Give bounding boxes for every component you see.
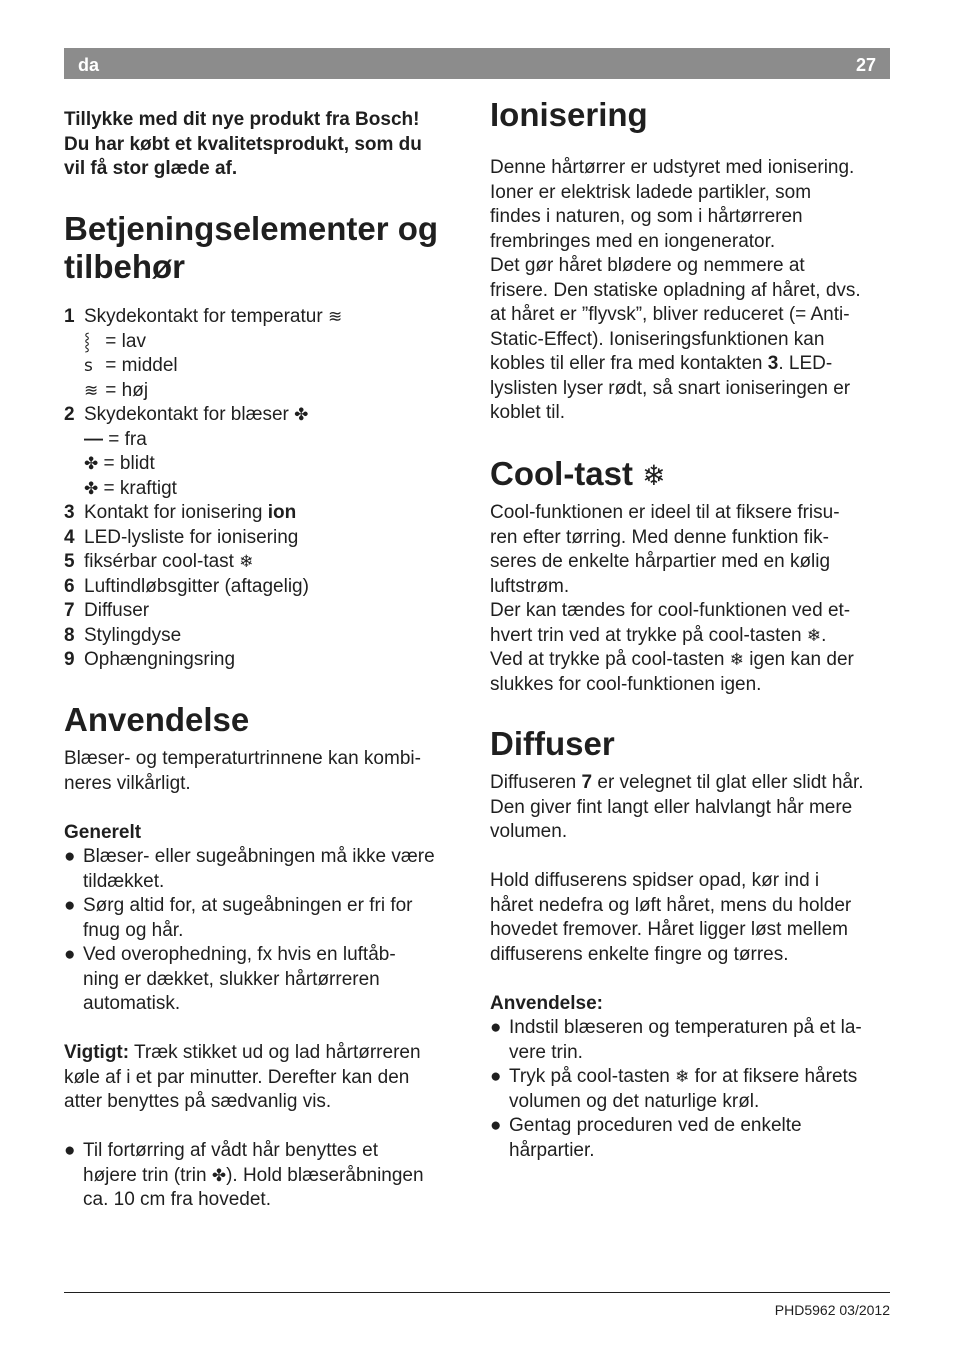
list-item: ꜱ = middel bbox=[64, 354, 484, 379]
list-item: ≋ = høj bbox=[64, 379, 484, 404]
list-item: ● Indstil blæseren og temperaturen på et la- vere trin. bbox=[490, 1017, 862, 1063]
diffuser-heading: Diffuser bbox=[490, 725, 615, 762]
list-item: 2 Skydekontakt for blæser ✤ bbox=[64, 403, 484, 428]
heat-wave-icon: ⸾ bbox=[84, 331, 91, 351]
important-note: Vigtigt: Træk stikket ud og lad hårtørreren køle af i et par minutter. Derefter kan den atter benyttes på sædvanlig vis. bbox=[64, 1042, 421, 1112]
list-item: ● Sørg altid for, at sugeåbningen er fri for fnug og hår. bbox=[64, 895, 413, 941]
list-item: 7 Diffuser bbox=[64, 600, 150, 621]
list-item: ✤ = blidt bbox=[64, 452, 484, 477]
list-item: ● Tryk på cool-tasten ❄ for at fiksere hårets volumen og det naturlige krøl. bbox=[490, 1066, 858, 1112]
usage-subheading: Anvendelse: bbox=[490, 992, 603, 1014]
list-item: ● Blæser- eller sugeåbningen må ikke være tildækket. bbox=[64, 846, 435, 892]
list-item: ● Til fortørring af vådt hår benyttes et højere trin (trin ✤). Hold blæseråbningen ca. 10 cm fra hovedet. bbox=[64, 1140, 424, 1210]
controls-list bbox=[64, 305, 484, 673]
heat-wave-icon: ≋ bbox=[84, 380, 99, 400]
ionisering-text: Denne hårtørrer er udstyret med ionisering. Ioner er elektrisk ladede partikler, som findes i naturen, og som i hårtørreren frembringes med en iongenerator. Det gør håret blødere og nemmere at frisere. Den statiske opladning af håret, dvs. at håret er ”flyvsk”, bliver reduceret (= Anti- Static-Effect). Ioniseringsfunktionen kan kobles til eller fra med kontakten 3. LED- lyslisten lyser rødt, så snart ioniseringen er koblet til. bbox=[490, 157, 861, 423]
footer-divider bbox=[64, 1292, 890, 1293]
fan-icon: ✤ bbox=[84, 478, 99, 498]
intro-text: Tillykke med dit nye produkt fra Bosch! Du har købt et kvalitetsprodukt, som du vil få stor glæde af. bbox=[64, 109, 422, 179]
general-subheading: Generelt bbox=[64, 821, 142, 843]
cooltast-text: Cool-funktionen er ideel til at fiksere frisu- ren efter tørring. Med denne funktion fik- seres de enkelte hårpartier med en kølig luftstrøm. Der kan tændes for cool-funktionen ved et- hvert trin ved at trykke på cool-tasten ❄. Ved at trykke på cool-tasten ❄ igen kan der slukkes for cool-funktionen igen. bbox=[490, 502, 854, 695]
snowflake-icon: ❄ bbox=[806, 625, 822, 645]
heat-wave-icon: ꜱ bbox=[84, 356, 93, 375]
list-item: 8 Stylingdyse bbox=[64, 624, 182, 646]
snowflake-icon: ❄ bbox=[729, 650, 744, 669]
list-item: 4 LED-lysliste for ionisering bbox=[64, 526, 299, 548]
list-item: 6 Luftindløbsgitter (aftagelig) bbox=[64, 575, 309, 597]
diffuser-text: Diffuseren 7 er velegnet til glat eller slidt hår. Den giver fint langt eller halvlangt hår mere volumen. Hold diffuserens spidser opad, kør ind i håret nedefra og løft håret, mens du holder hovedet fremover. Håret ligger løst mellem diffuserens enkelte fingre og tørres. Anvendelse: ● Indstil blæseren og temperaturen på et la- vere trin. ● Tryk på cool-tasten ❄ for at fiksere hårets volumen og det naturlige krøl. ● Gentag proceduren ved de enkelte hårpartier. bbox=[490, 771, 900, 1163]
heat-wave-icon: ≋ bbox=[327, 307, 343, 326]
usage-section: Blæser- og temperaturtrinnene kan kombi- neres vilkårligt. Generelt ● Blæser- eller sugeåbningen må ikke være tildækket. ● Sørg altid for, at sugeåbningen er fri for fnug og hår. ● Ved overophedning, fx hvis en luftåb- ning er dækket, slukker hårtørreren automatisk. Vigtigt: Træk stikket ud og lad hårtørreren køle af i et par minutter. Derefter kan den atter benyttes på sædvanlig vis. ● Til fortørring af vådt hår benyttes et højere trin (trin ✤). Hold blæseråbningen ca. 10 cm fra hovedet. bbox=[64, 747, 474, 1213]
list-item: ● Gentag proceduren ved de enkelte hårpartier. bbox=[490, 1115, 802, 1161]
list-item: ● Ved overophedning, fx hvis en luftåb- ning er dækket, slukker hårtørreren automatisk. bbox=[64, 944, 396, 1014]
list-item: 1 Skydekontakt for temperatur ≋ bbox=[64, 305, 484, 330]
cooltast-heading: Cool-tast ❄ bbox=[490, 455, 666, 495]
controls-heading: Betjeningselementer og tilbehør bbox=[64, 210, 439, 285]
footer-model-date: PHD5962 03/2012 bbox=[774, 1302, 890, 1318]
list-item: — = fra bbox=[84, 428, 147, 450]
list-item: 9 Ophængningsring bbox=[64, 649, 236, 670]
page-number: 27 bbox=[855, 55, 876, 75]
snowflake-icon: ❄ bbox=[642, 460, 666, 491]
list-item: ✤ = kraftigt bbox=[64, 477, 484, 502]
list-item: 5 fiksérbar cool-tast ❄ bbox=[64, 550, 484, 575]
list-item: 3 Kontakt for ionisering ion bbox=[64, 502, 297, 523]
usage-heading: Anvendelse bbox=[64, 701, 250, 738]
language-code: da bbox=[78, 55, 100, 75]
snowflake-icon: ❄ bbox=[675, 1067, 690, 1086]
page-header-bar bbox=[64, 48, 890, 79]
fan-icon: ✤ bbox=[294, 405, 309, 424]
snowflake-icon: ❄ bbox=[239, 552, 254, 571]
list-item: ⸾ = lav bbox=[64, 330, 484, 355]
fan-icon: ✤ bbox=[84, 454, 99, 473]
fan-icon: ✤ bbox=[211, 1165, 227, 1185]
ionisering-heading: Ionisering bbox=[490, 96, 648, 133]
